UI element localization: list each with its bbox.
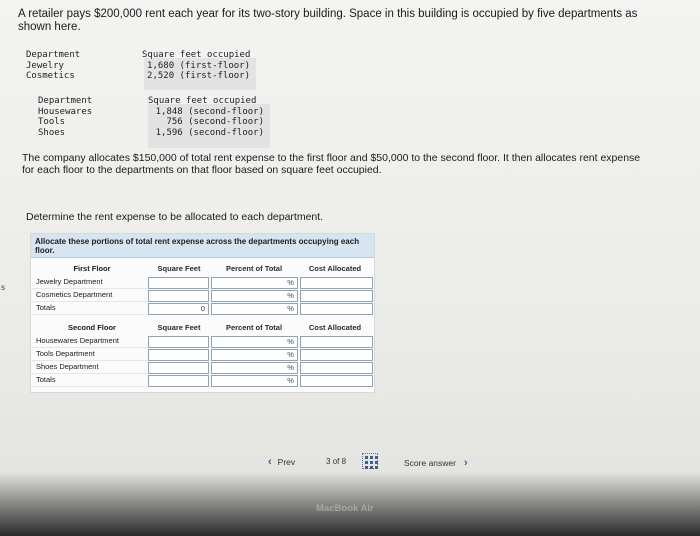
square-feet-total xyxy=(148,303,209,315)
cost-input[interactable] xyxy=(300,362,373,374)
department-name: Tools xyxy=(38,117,66,127)
table-row xyxy=(31,361,374,374)
page-current: 3 xyxy=(326,457,331,466)
percent-sign: % xyxy=(287,303,294,313)
score-label: Score answer xyxy=(404,458,456,468)
percent-sign: % xyxy=(287,277,294,287)
cost-input[interactable] xyxy=(300,277,373,289)
square-feet-input[interactable] xyxy=(148,349,209,361)
second-floor-header-row xyxy=(31,319,374,335)
chevron-left-icon: ‹ xyxy=(268,456,272,468)
prev-button[interactable] xyxy=(268,456,295,468)
first-floor-header-row xyxy=(31,260,374,276)
totals-row xyxy=(31,374,374,387)
percent-input[interactable] xyxy=(211,290,298,302)
row-label: Shoes Department xyxy=(31,361,147,374)
first-floor-table xyxy=(26,50,258,82)
square-feet-total[interactable] xyxy=(148,375,209,387)
percent-sign: % xyxy=(287,375,294,385)
cost-input[interactable] xyxy=(300,290,373,302)
percent-input[interactable] xyxy=(211,303,298,315)
table-row xyxy=(31,335,374,348)
percent-input[interactable] xyxy=(211,375,298,387)
col-cost-allocated: Cost Allocated xyxy=(308,263,362,273)
square-feet-input[interactable] xyxy=(148,277,209,289)
department-name: Housewares xyxy=(38,106,93,117)
answer-grid xyxy=(31,260,374,387)
page-indicator xyxy=(326,457,346,466)
square-feet-input[interactable] xyxy=(148,362,209,374)
header-square-feet: Square feet occupied xyxy=(148,96,257,106)
percent-input[interactable] xyxy=(211,349,298,361)
page-of: of xyxy=(332,457,340,466)
table-row xyxy=(31,289,374,302)
table-row xyxy=(38,107,278,118)
table-row xyxy=(26,61,258,72)
col-square-feet: Square Feet xyxy=(157,322,201,332)
square-feet-value: 1,596 (second-floor) xyxy=(155,127,264,138)
table-row xyxy=(38,117,278,128)
percent-sign: % xyxy=(287,290,294,300)
totals-row xyxy=(31,302,374,315)
table-row xyxy=(31,348,374,361)
cost-input[interactable] xyxy=(300,375,373,387)
cost-input[interactable] xyxy=(300,349,373,361)
prev-label: Prev xyxy=(277,457,296,467)
square-feet-input[interactable] xyxy=(148,290,209,302)
second-floor-heading: Second Floor xyxy=(68,322,116,332)
row-label: Totals xyxy=(31,374,147,387)
cost-input[interactable] xyxy=(300,303,373,315)
problem-intro: A retailer pays $200,000 rent each year for its two-story building. Space in this building is occupied by five departments as shown here. xyxy=(18,8,638,33)
allocation-description: The company allocates $150,000 of total rent expense to the first floor and $50,000 to the second floor. It then allocates rent expense for each floor to the departments on that floor based on square feet occupied. xyxy=(22,152,641,176)
cost-input[interactable] xyxy=(300,336,373,348)
first-floor-heading: First Floor xyxy=(73,263,111,273)
row-label: Tools Department xyxy=(31,348,147,361)
col-cost-allocated: Cost Allocated xyxy=(308,322,362,332)
score-answer-button[interactable] xyxy=(404,457,468,469)
percent-input[interactable] xyxy=(211,336,298,348)
square-feet-value: 1,848 (second-floor) xyxy=(155,106,264,117)
percent-input[interactable] xyxy=(211,362,298,374)
percent-sign: % xyxy=(287,336,294,346)
square-feet-value: 2,520 (first-floor) xyxy=(147,71,250,81)
row-label: Cosmetics Department xyxy=(31,289,147,302)
percent-sign: % xyxy=(287,349,294,359)
col-percent-total: Percent of Total xyxy=(225,263,283,273)
table-row xyxy=(26,71,258,82)
answer-table xyxy=(30,233,375,393)
department-name: Cosmetics xyxy=(26,71,75,81)
row-label: Totals xyxy=(31,302,147,315)
answer-instruction: Allocate these portions of total rent expense across the departments occupying each floor. xyxy=(31,234,374,258)
header-department: Department xyxy=(38,96,93,106)
question-prompt: Determine the rent expense to be allocated to each department. xyxy=(26,211,324,223)
department-name: Jewelry xyxy=(26,60,64,71)
row-label: Housewares Department xyxy=(31,335,147,348)
header-square-feet: Square feet occupied xyxy=(142,50,251,60)
table-header-row xyxy=(26,50,258,61)
table-header-row xyxy=(38,96,278,107)
percent-sign: % xyxy=(287,362,294,372)
page-total: 8 xyxy=(341,457,347,466)
table-row xyxy=(38,128,278,139)
chevron-right-icon: › xyxy=(463,457,468,469)
second-floor-table xyxy=(38,96,278,138)
col-square-feet: Square Feet xyxy=(157,263,201,273)
row-label: Jewelry Department xyxy=(31,276,147,289)
square-feet-value: 1,680 (first-floor) xyxy=(147,60,250,71)
grid-view-icon[interactable] xyxy=(362,453,378,469)
edge-fragment: s xyxy=(1,283,5,292)
percent-input[interactable] xyxy=(211,277,298,289)
square-feet-input[interactable] xyxy=(148,336,209,348)
square-feet-value: 756 (second-floor) xyxy=(166,117,264,127)
col-percent-total: Percent of Total xyxy=(225,322,283,332)
header-department: Department xyxy=(26,50,81,60)
table-row xyxy=(31,276,374,289)
device-label: MacBook Air xyxy=(316,503,374,514)
total-value: 0 xyxy=(200,303,205,313)
department-name: Shoes xyxy=(38,127,66,138)
